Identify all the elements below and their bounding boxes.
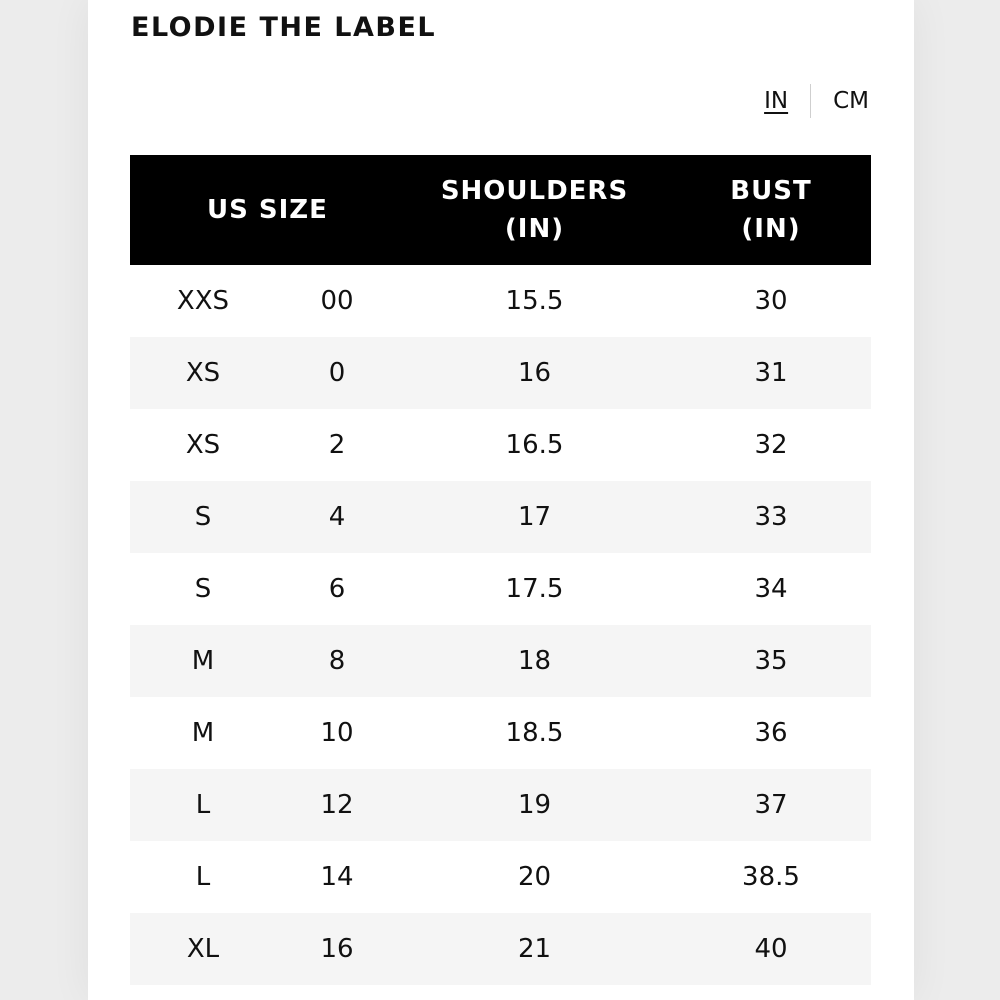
cell-shoulders: 19 xyxy=(398,769,671,841)
cell-size-letter: L xyxy=(130,841,276,913)
unit-toggle xyxy=(762,84,871,118)
table-header-row xyxy=(130,155,871,265)
cell-bust: 37 xyxy=(671,769,871,841)
cell-us-size: 16 xyxy=(276,913,398,985)
cell-size-letter: XS xyxy=(130,337,276,409)
cell-bust: 38.5 xyxy=(671,841,871,913)
cell-size-letter: S xyxy=(130,481,276,553)
table-row xyxy=(130,481,871,553)
table-row xyxy=(130,409,871,481)
cell-shoulders: 18 xyxy=(398,625,671,697)
cell-bust: 32 xyxy=(671,409,871,481)
table-row xyxy=(130,265,871,337)
cell-shoulders: 16.5 xyxy=(398,409,671,481)
cell-shoulders: 21 xyxy=(398,913,671,985)
cell-us-size: 0 xyxy=(276,337,398,409)
cell-us-size: 00 xyxy=(276,265,398,337)
cell-shoulders: 17.5 xyxy=(398,553,671,625)
cell-size-letter: XS xyxy=(130,409,276,481)
cell-us-size: 12 xyxy=(276,769,398,841)
brand-title: ELODIE THE LABEL xyxy=(131,12,437,43)
cell-bust: 35 xyxy=(671,625,871,697)
cell-shoulders: 18.5 xyxy=(398,697,671,769)
table-body xyxy=(130,265,871,985)
size-chart-table xyxy=(130,155,871,985)
table-row xyxy=(130,625,871,697)
cell-bust: 30 xyxy=(671,265,871,337)
cell-size-letter: M xyxy=(130,625,276,697)
cell-bust: 33 xyxy=(671,481,871,553)
unit-option-cm[interactable]: CM xyxy=(833,88,869,114)
cell-bust: 31 xyxy=(671,337,871,409)
header-bust-label: BUST xyxy=(730,176,812,206)
cell-us-size: 14 xyxy=(276,841,398,913)
cell-bust: 34 xyxy=(671,553,871,625)
header-shoulders-label: SHOULDERS xyxy=(440,176,629,206)
table-row xyxy=(130,841,871,913)
header-shoulders-unit: (IN) xyxy=(504,214,565,244)
unit-toggle-divider xyxy=(810,84,811,118)
header-bust-unit: (IN) xyxy=(741,214,801,244)
cell-us-size: 8 xyxy=(276,625,398,697)
header-shoulders xyxy=(398,155,671,265)
table-header xyxy=(130,155,871,265)
cell-us-size: 10 xyxy=(276,697,398,769)
cell-size-letter: M xyxy=(130,697,276,769)
cell-shoulders: 17 xyxy=(398,481,671,553)
table-row xyxy=(130,697,871,769)
unit-option-in[interactable]: IN xyxy=(764,88,789,114)
cell-size-letter: XL xyxy=(130,913,276,985)
table-row xyxy=(130,769,871,841)
header-us-size: US SIZE xyxy=(130,155,398,265)
cell-size-letter: L xyxy=(130,769,276,841)
cell-us-size: 4 xyxy=(276,481,398,553)
cell-shoulders: 16 xyxy=(398,337,671,409)
cell-shoulders: 15.5 xyxy=(398,265,671,337)
table-row xyxy=(130,337,871,409)
cell-size-letter: S xyxy=(130,553,276,625)
cell-size-letter: XXS xyxy=(130,265,276,337)
header-bust xyxy=(671,155,871,265)
cell-bust: 36 xyxy=(671,697,871,769)
cell-us-size: 2 xyxy=(276,409,398,481)
cell-shoulders: 20 xyxy=(398,841,671,913)
cell-bust: 40 xyxy=(671,913,871,985)
cell-us-size: 6 xyxy=(276,553,398,625)
table-row xyxy=(130,913,871,985)
table-row xyxy=(130,553,871,625)
